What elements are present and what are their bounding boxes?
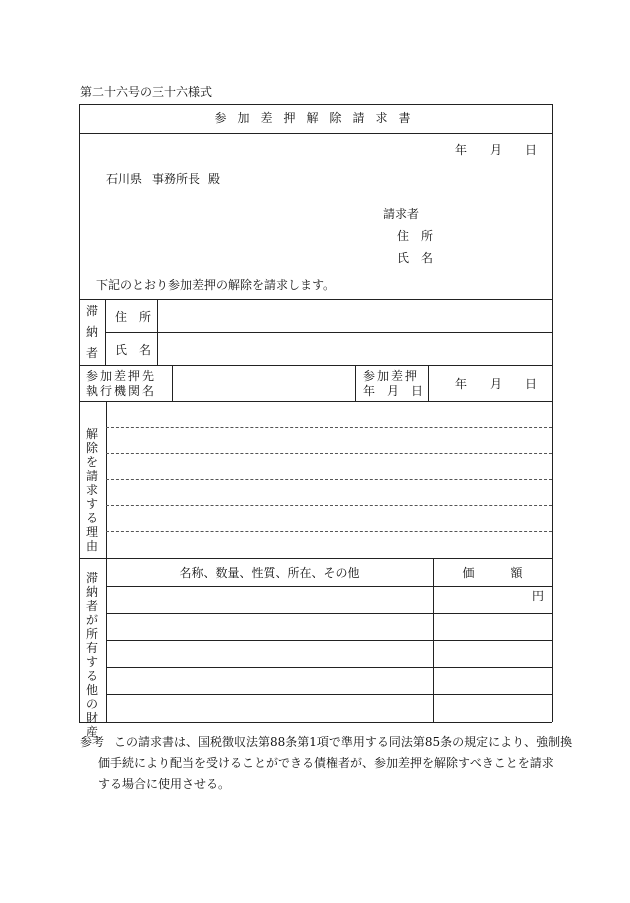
title-divider: [79, 133, 552, 134]
reason-label: 解除を請求する理由: [85, 427, 98, 553]
reason-line-5: [106, 531, 552, 532]
form-title: 参加差押解除請求書: [214, 111, 422, 125]
header-divider: [79, 299, 552, 300]
property-col-value: 価 額: [462, 566, 523, 580]
delinquent-name-label: 氏 名: [115, 343, 152, 357]
delinquent-label: 滞納者: [85, 304, 98, 360]
addressee-honorific: 殿: [208, 172, 221, 186]
property-header-divider: [106, 586, 552, 587]
delinquent-address-label: 住 所: [115, 310, 152, 324]
reason-line-1: [106, 427, 552, 428]
property-label: 滞納者が所有する他の財産: [85, 571, 98, 739]
date-year: 年: [455, 143, 468, 157]
agency-date-label-line2: 年 月 日: [363, 384, 424, 398]
date-day: 日: [525, 143, 538, 157]
property-row-1: [106, 613, 552, 614]
reason-line-4: [106, 505, 552, 506]
requester-name-label: 氏 名: [397, 251, 434, 265]
frame-left: [79, 104, 80, 722]
property-yen: 円: [532, 589, 545, 603]
agency-date-day: 日: [525, 377, 538, 391]
agency-date-year: 年: [455, 377, 468, 391]
request-statement: 下記のとおり参加差押の解除を請求します。: [96, 278, 336, 292]
agency-date-month: 月: [490, 377, 503, 391]
delinquent-bottom: [79, 365, 552, 366]
agency-date-label-line1: 参加差押: [363, 369, 420, 383]
note-line-1: この請求書は、国税徴収法第88条第1項で準用する同法第85条の規定により、強制換: [114, 735, 573, 749]
frame-bottom: [79, 722, 552, 723]
property-row-2: [106, 640, 552, 641]
reason-bottom: [79, 558, 552, 559]
note-line-2: 価手続により配当を受けることができる債権者が、参加差押を解除すべきことを請求: [98, 756, 554, 770]
note-line-3: する場合に使用させる。: [98, 777, 231, 791]
frame-top: [79, 104, 552, 105]
agency-field-divider: [355, 365, 356, 401]
agency-label-line2: 執行機関名: [86, 384, 157, 398]
agency-date-divider: [428, 365, 429, 401]
agency-bottom: [79, 401, 552, 402]
property-col-desc: 名称、数量、性質、所在、その他: [179, 566, 360, 580]
reason-line-3: [106, 479, 552, 480]
note-label: 参考: [80, 735, 105, 749]
requester-address-label: 住 所: [397, 229, 434, 243]
addressee-office: 事務所長: [152, 172, 201, 186]
requester-label: 請求者: [383, 207, 420, 221]
property-row-4: [106, 694, 552, 695]
reason-line-2: [106, 453, 552, 454]
delinquent-row-divider: [105, 332, 552, 333]
addressee-prefecture: 石川県: [106, 172, 143, 186]
agency-label-line1: 参加差押先: [86, 369, 157, 383]
date-month: 月: [490, 143, 503, 157]
frame-right: [552, 104, 553, 722]
agency-label-divider: [172, 365, 173, 401]
property-row-3: [106, 667, 552, 668]
form-number: 第二十六号の三十六様式: [80, 85, 213, 99]
